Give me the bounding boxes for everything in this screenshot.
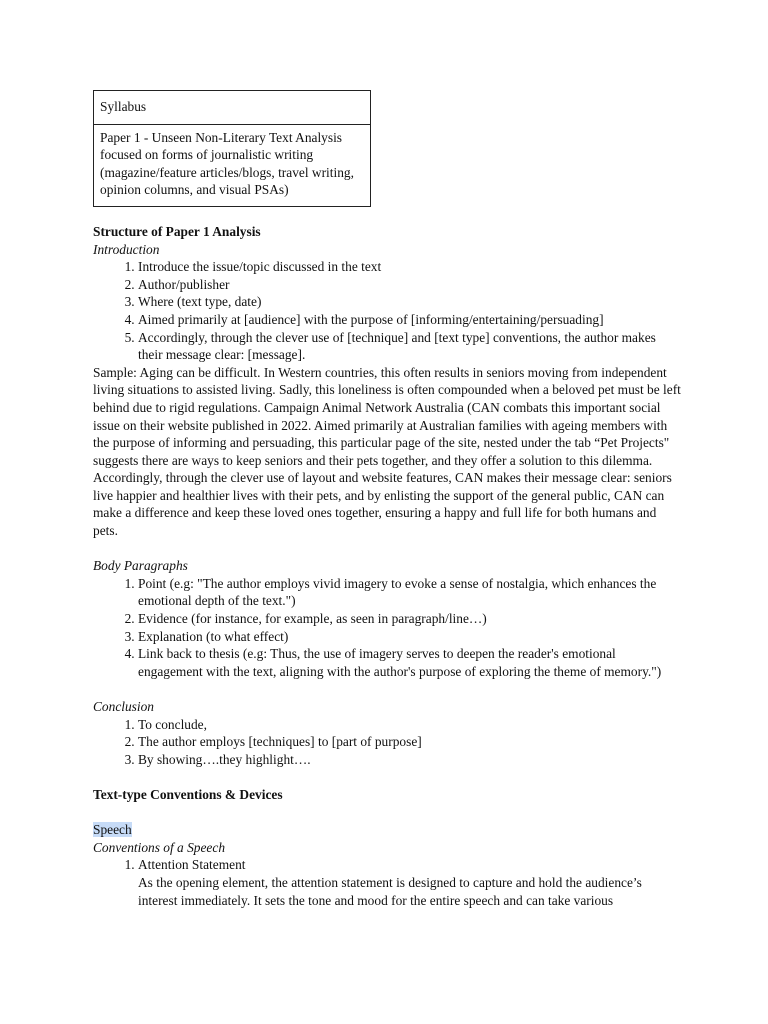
syllabus-table <box>93 90 371 207</box>
document-page <box>93 90 683 909</box>
sample-paragraph: Sample: Aging can be difficult. In Western countries, this often results in seniors moving from independent living situations to assisted living. Sadly, this loneliness is often compounded when a beloved pet must be left behind due to rigid regulations. Campaign Animal Network Australia (CAN combats this important social issue on their website published in 2022. Aimed primarily at Australian families with ageing members with the purpose of informing and persuading, this particular page of the site, nested under the tab “Pet Projects" suggests there are ways to keep seniors and their pets together, and they offer a solution to this dilemma. Accordingly, through the clever use of layout and website features, CAN makes their message clear: seniors live happier and healthier lives with their pets, and by enlisting the support of the general public, CAN can make a difference and keep these loved ones together, ensuring a happy and full life for both humans and pets. <box>93 364 681 539</box>
list-item: 5. Accordingly, through the clever use of [technique] and [text type] conventions, the author makes their message clear: [message]. <box>138 329 683 364</box>
speech-conventions-list <box>93 856 683 909</box>
list-item: 4. Aimed primarily at [audience] with the purpose of [informing/entertaining/persuading] <box>138 311 683 329</box>
conclusion-list <box>93 716 683 769</box>
introduction-list <box>93 258 683 364</box>
list-item: 2. Evidence (for instance, for example, as seen in paragraph/line…) <box>138 610 683 628</box>
list-item: 1. Point (e.g: "The author employs vivid imagery to evoke a sense of nostalgia, which enhances the emotional depth of the text.") <box>138 575 683 610</box>
speech-section-label <box>93 821 683 839</box>
conclusion-label: Conclusion <box>93 699 155 714</box>
structure-heading: Structure of Paper 1 Analysis <box>93 223 261 239</box>
body-paragraphs-list <box>93 575 683 681</box>
list-item: 1. Introduce the issue/topic discussed in the text <box>138 258 683 276</box>
list-item <box>138 856 683 909</box>
convention-text: As the opening element, the attention statement is designed to capture and hold the audience’s interest immediately. It sets the tone and mood for the entire speech and can take various <box>138 874 642 908</box>
speech-highlight: Speech <box>93 822 132 838</box>
list-item: 2. The author employs [techniques] to [part of purpose] <box>138 733 683 751</box>
body-paragraphs-label: Body Paragraphs <box>93 558 188 574</box>
list-item: 2. Author/publisher <box>138 276 683 294</box>
introduction-label: Introduction <box>93 241 160 257</box>
conventions-heading: Text-type Conventions & Devices <box>93 786 283 802</box>
list-item: 1. To conclude, <box>138 716 683 734</box>
list-item: 3. By showing….they highlight…. <box>138 751 683 769</box>
list-item: 3. Explanation (to what effect) <box>138 628 683 646</box>
list-item: 3. Where (text type, date) <box>138 293 683 311</box>
syllabus-body-cell: Paper 1 - Unseen Non-Literary Text Analysis focused on forms of journalistic writing (magazine/feature articles/blogs, travel writing, opinion columns, and visual PSAs) <box>94 124 371 206</box>
speech-conventions-label: Conventions of a Speech <box>93 839 226 855</box>
list-item: 4. Link back to thesis (e.g: Thus, the use of imagery serves to deepen the reader's emotional engagement with the text, aligning with the author's purpose of exploring the theme of memory.") <box>138 645 683 680</box>
convention-title: Attention Statement <box>138 857 246 873</box>
syllabus-header-cell: Syllabus <box>94 91 371 125</box>
